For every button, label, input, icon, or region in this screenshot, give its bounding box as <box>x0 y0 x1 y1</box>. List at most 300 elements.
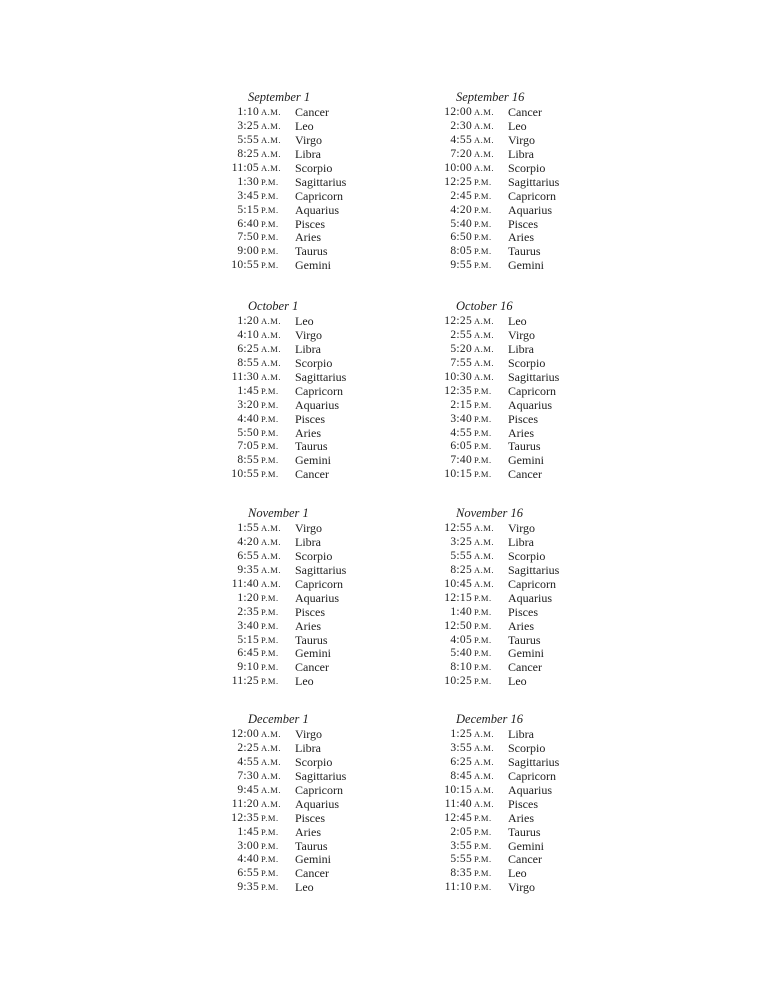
time-value: 9:35 <box>237 881 259 894</box>
time-value: 6:05 <box>450 440 472 453</box>
table-row <box>207 564 377 578</box>
table-row <box>420 162 590 176</box>
table-row <box>207 218 377 232</box>
zodiac-sign: Libra <box>295 740 321 755</box>
zodiac-sign: Aquarius <box>508 202 552 217</box>
table-row <box>420 881 590 895</box>
zodiac-sign: Libra <box>508 534 534 549</box>
zodiac-sign: Libra <box>295 146 321 161</box>
time-period: P.M. <box>474 441 492 452</box>
rising-times-table <box>420 299 590 482</box>
time-value: 12:25 <box>444 315 472 327</box>
time-value: 1:30 <box>237 175 259 188</box>
table-row <box>420 661 590 675</box>
zodiac-sign: Cancer <box>508 105 542 119</box>
zodiac-sign: Aries <box>295 425 321 440</box>
time-period: P.M. <box>261 676 279 687</box>
table-row <box>420 120 590 134</box>
zodiac-sign: Pisces <box>508 411 538 426</box>
rising-times-table <box>420 90 590 273</box>
zodiac-sign: Pisces <box>295 411 325 426</box>
rising-times-table <box>207 506 377 689</box>
zodiac-sign: Scorpio <box>295 548 333 563</box>
zodiac-sign: Gemini <box>295 852 331 867</box>
time-period: P.M. <box>261 232 279 243</box>
time-period: A.M. <box>474 756 494 767</box>
zodiac-sign: Gemini <box>295 258 331 273</box>
table-row <box>420 564 590 578</box>
time-value: 10:15 <box>444 468 472 481</box>
time-value: 4:10 <box>237 328 259 341</box>
time-period: P.M. <box>474 427 492 438</box>
zodiac-sign: Virgo <box>508 521 536 535</box>
zodiac-sign: Leo <box>295 674 314 689</box>
time-period: A.M. <box>474 798 494 809</box>
table-date-heading: December 1 <box>248 712 309 726</box>
table-row <box>420 798 590 812</box>
time-period: P.M. <box>474 204 492 215</box>
table-row <box>207 162 377 176</box>
time-period: P.M. <box>261 260 279 271</box>
zodiac-sign: Scorpio <box>295 355 333 370</box>
table-row <box>420 427 590 441</box>
table-row <box>207 550 377 564</box>
time-period: P.M. <box>261 606 279 617</box>
table-row <box>207 440 377 454</box>
time-value: 5:55 <box>237 133 259 146</box>
table-row <box>420 190 590 204</box>
table-row <box>207 742 377 756</box>
time-value: 12:45 <box>444 811 472 824</box>
table-row <box>207 315 377 329</box>
table-row <box>420 204 590 218</box>
zodiac-sign: Leo <box>508 674 527 689</box>
time-period: A.M. <box>261 107 281 117</box>
time-period: P.M. <box>261 469 279 480</box>
time-value: 10:55 <box>231 259 259 272</box>
zodiac-sign: Virgo <box>508 880 536 895</box>
zodiac-sign: Aquarius <box>295 590 339 605</box>
zodiac-sign: Cancer <box>295 105 329 119</box>
time-value: 10:45 <box>444 577 472 590</box>
time-value: 6:45 <box>237 647 259 660</box>
table-row <box>207 784 377 798</box>
time-value: 11:40 <box>444 797 472 810</box>
time-value: 11:25 <box>231 675 259 688</box>
table-row <box>420 853 590 867</box>
zodiac-sign: Virgo <box>295 727 323 741</box>
zodiac-sign: Taurus <box>508 439 541 454</box>
time-value: 5:40 <box>450 217 472 230</box>
zodiac-sign: Aquarius <box>508 397 552 412</box>
table-date-heading: November 16 <box>456 506 523 520</box>
zodiac-sign: Taurus <box>295 838 328 853</box>
time-period: P.M. <box>474 882 492 893</box>
table-row <box>420 218 590 232</box>
table-row <box>420 371 590 385</box>
table-row <box>420 770 590 784</box>
time-period: A.M. <box>261 770 281 781</box>
table-row <box>420 454 590 468</box>
time-value: 8:25 <box>237 147 259 160</box>
time-period: A.M. <box>261 329 281 340</box>
table-row <box>207 329 377 343</box>
table-row <box>420 259 590 273</box>
zodiac-sign: Libra <box>508 146 534 161</box>
table-row <box>420 385 590 399</box>
time-value: 7:05 <box>237 440 259 453</box>
table-row <box>207 399 377 413</box>
rising-times-table <box>207 712 377 895</box>
table-row <box>207 592 377 606</box>
time-value: 3:55 <box>450 839 472 852</box>
zodiac-sign: Taurus <box>508 632 541 647</box>
zodiac-sign: Scorpio <box>508 160 546 175</box>
time-period: A.M. <box>474 343 494 354</box>
time-value: 5:55 <box>450 853 472 866</box>
time-period: P.M. <box>474 854 492 865</box>
table-row <box>207 385 377 399</box>
time-period: A.M. <box>474 536 494 547</box>
zodiac-sign: Aries <box>508 425 534 440</box>
time-value: 8:55 <box>237 454 259 467</box>
time-value: 5:20 <box>450 342 472 355</box>
table-row <box>420 867 590 881</box>
zodiac-sign: Aries <box>508 618 534 633</box>
time-value: 8:35 <box>450 867 472 880</box>
zodiac-sign: Sagittarius <box>508 174 560 189</box>
time-value: 8:05 <box>450 245 472 258</box>
table-row <box>207 413 377 427</box>
time-period: P.M. <box>474 399 492 410</box>
time-value: 2:55 <box>450 328 472 341</box>
table-row <box>207 606 377 620</box>
time-period: P.M. <box>474 469 492 480</box>
zodiac-sign: Virgo <box>295 132 323 147</box>
zodiac-sign: Leo <box>295 880 314 895</box>
table-row <box>420 245 590 259</box>
table-row <box>207 468 377 482</box>
time-period: P.M. <box>474 592 492 603</box>
table-date-heading: September 16 <box>456 90 525 104</box>
time-value: 4:05 <box>450 633 472 646</box>
table-row <box>207 634 377 648</box>
time-value: 12:15 <box>444 591 472 604</box>
time-period: A.M. <box>474 742 494 753</box>
table-row <box>207 522 377 536</box>
table-row <box>420 536 590 550</box>
table-row <box>207 578 377 592</box>
time-value: 9:55 <box>450 259 472 272</box>
table-row <box>420 756 590 770</box>
time-value: 8:45 <box>450 769 472 782</box>
table-row <box>207 148 377 162</box>
table-row <box>207 454 377 468</box>
time-period: A.M. <box>474 148 494 159</box>
zodiac-sign: Libra <box>295 341 321 356</box>
time-period: A.M. <box>474 357 494 368</box>
time-period: P.M. <box>474 676 492 687</box>
time-value: 12:55 <box>444 522 472 534</box>
zodiac-sign: Pisces <box>295 604 325 619</box>
time-period: P.M. <box>261 190 279 201</box>
time-value: 7:55 <box>450 356 472 369</box>
zodiac-sign: Gemini <box>295 646 331 661</box>
time-period: P.M. <box>474 455 492 466</box>
time-period: P.M. <box>474 826 492 837</box>
time-period: P.M. <box>474 840 492 851</box>
zodiac-sign: Aries <box>295 824 321 839</box>
time-value: 8:55 <box>237 356 259 369</box>
table-row <box>207 536 377 550</box>
time-period: A.M. <box>261 134 281 145</box>
time-period: P.M. <box>474 218 492 229</box>
zodiac-sign: Cancer <box>295 660 329 675</box>
time-value: 4:55 <box>450 426 472 439</box>
table-date-heading: October 16 <box>456 299 513 313</box>
time-value: 7:30 <box>237 769 259 782</box>
time-period: A.M. <box>261 536 281 547</box>
time-period: A.M. <box>474 162 494 173</box>
time-period: P.M. <box>261 620 279 631</box>
table-row <box>207 357 377 371</box>
time-value: 12:00 <box>444 106 472 118</box>
table-row <box>420 329 590 343</box>
time-period: A.M. <box>261 371 281 382</box>
time-value: 11:05 <box>231 161 259 174</box>
zodiac-sign: Pisces <box>295 810 325 825</box>
zodiac-sign: Capricorn <box>508 188 556 203</box>
zodiac-sign: Scorpio <box>295 754 333 769</box>
zodiac-sign: Leo <box>295 118 314 133</box>
zodiac-sign: Leo <box>295 314 314 328</box>
time-value: 11:40 <box>231 577 259 590</box>
table-row <box>420 231 590 245</box>
zodiac-sign: Aries <box>508 230 534 245</box>
time-period: P.M. <box>474 812 492 823</box>
zodiac-sign: Pisces <box>508 604 538 619</box>
time-period: A.M. <box>261 523 281 533</box>
zodiac-sign: Scorpio <box>295 160 333 175</box>
time-value: 1:20 <box>237 315 259 327</box>
time-value: 1:10 <box>237 106 259 118</box>
time-value: 1:45 <box>237 825 259 838</box>
zodiac-sign: Pisces <box>295 216 325 231</box>
time-value: 7:50 <box>237 231 259 244</box>
time-period: P.M. <box>474 648 492 659</box>
time-value: 10:30 <box>444 370 472 383</box>
table-row <box>420 592 590 606</box>
time-period: P.M. <box>261 455 279 466</box>
table-row <box>420 784 590 798</box>
time-period: A.M. <box>261 357 281 368</box>
table-row <box>207 675 377 689</box>
time-period: P.M. <box>474 176 492 187</box>
table-row <box>420 399 590 413</box>
time-value: 4:40 <box>237 412 259 425</box>
zodiac-sign: Taurus <box>295 439 328 454</box>
time-period: P.M. <box>474 634 492 645</box>
time-value: 4:20 <box>450 203 472 216</box>
zodiac-sign: Aries <box>295 618 321 633</box>
table-row <box>207 134 377 148</box>
table-row <box>420 468 590 482</box>
time-value: 3:20 <box>237 398 259 411</box>
table-row <box>207 867 377 881</box>
time-value: 12:00 <box>231 728 259 740</box>
rising-times-table <box>420 506 590 689</box>
time-period: P.M. <box>261 662 279 673</box>
zodiac-sign: Taurus <box>508 824 541 839</box>
time-value: 1:25 <box>450 728 472 740</box>
time-period: A.M. <box>474 120 494 131</box>
time-value: 3:25 <box>450 535 472 548</box>
zodiac-sign: Taurus <box>295 632 328 647</box>
zodiac-sign: Gemini <box>295 453 331 468</box>
time-period: P.M. <box>261 868 279 879</box>
table-row <box>207 204 377 218</box>
time-period: A.M. <box>261 784 281 795</box>
time-period: A.M. <box>474 550 494 561</box>
zodiac-sign: Leo <box>508 866 527 881</box>
time-value: 3:45 <box>237 189 259 202</box>
zodiac-sign: Sagittarius <box>508 369 560 384</box>
time-value: 10:00 <box>444 161 472 174</box>
table-row <box>420 826 590 840</box>
time-value: 6:55 <box>237 549 259 562</box>
time-value: 7:40 <box>450 454 472 467</box>
table-row <box>207 620 377 634</box>
table-row <box>420 647 590 661</box>
time-period: P.M. <box>474 232 492 243</box>
time-value: 5:15 <box>237 633 259 646</box>
zodiac-sign: Capricorn <box>295 383 343 398</box>
time-period: P.M. <box>261 399 279 410</box>
time-value: 2:30 <box>450 119 472 132</box>
table-date-heading: November 1 <box>248 506 309 520</box>
table-date-heading: September 1 <box>248 90 311 104</box>
time-period: P.M. <box>261 385 279 396</box>
time-period: P.M. <box>261 441 279 452</box>
zodiac-sign: Cancer <box>508 660 542 675</box>
time-value: 4:20 <box>237 535 259 548</box>
time-period: A.M. <box>474 316 494 326</box>
time-value: 11:30 <box>231 370 259 383</box>
time-value: 6:25 <box>237 342 259 355</box>
table-row <box>420 634 590 648</box>
time-period: P.M. <box>474 385 492 396</box>
table-row <box>207 812 377 826</box>
zodiac-sign: Gemini <box>508 838 544 853</box>
time-period: P.M. <box>474 662 492 673</box>
time-value: 5:55 <box>450 549 472 562</box>
table-row <box>207 756 377 770</box>
zodiac-sign: Capricorn <box>508 383 556 398</box>
time-value: 6:55 <box>237 867 259 880</box>
table-row <box>420 134 590 148</box>
time-value: 12:35 <box>231 811 259 824</box>
time-value: 1:55 <box>237 522 259 534</box>
time-period: A.M. <box>474 784 494 795</box>
table-row <box>420 728 590 742</box>
table-row <box>207 190 377 204</box>
time-period: A.M. <box>261 120 281 131</box>
zodiac-sign: Aquarius <box>295 397 339 412</box>
table-row <box>207 661 377 675</box>
time-period: A.M. <box>261 729 281 739</box>
time-value: 5:50 <box>237 426 259 439</box>
zodiac-sign: Pisces <box>508 216 538 231</box>
time-period: A.M. <box>474 371 494 382</box>
time-period: A.M. <box>474 523 494 533</box>
table-row <box>420 315 590 329</box>
time-period: A.M. <box>261 550 281 561</box>
table-row <box>420 606 590 620</box>
time-period: P.M. <box>261 648 279 659</box>
time-period: P.M. <box>261 826 279 837</box>
time-value: 10:55 <box>231 468 259 481</box>
table-row <box>207 798 377 812</box>
time-value: 12:35 <box>444 384 472 397</box>
time-value: 3:40 <box>450 412 472 425</box>
zodiac-sign: Scorpio <box>508 355 546 370</box>
time-period: A.M. <box>474 564 494 575</box>
time-value: 2:25 <box>237 741 259 754</box>
time-value: 1:45 <box>237 384 259 397</box>
zodiac-sign: Capricorn <box>295 782 343 797</box>
time-value: 2:35 <box>237 605 259 618</box>
time-value: 10:25 <box>444 675 472 688</box>
time-value: 2:45 <box>450 189 472 202</box>
time-period: P.M. <box>261 176 279 187</box>
time-period: P.M. <box>261 246 279 257</box>
time-period: P.M. <box>261 854 279 865</box>
time-value: 1:40 <box>450 605 472 618</box>
zodiac-sign: Aquarius <box>508 782 552 797</box>
time-value: 5:15 <box>237 203 259 216</box>
time-period: A.M. <box>261 798 281 809</box>
zodiac-sign: Sagittarius <box>295 768 347 783</box>
time-period: P.M. <box>261 882 279 893</box>
time-period: A.M. <box>261 756 281 767</box>
table-row <box>207 120 377 134</box>
time-period: A.M. <box>261 564 281 575</box>
time-period: A.M. <box>474 134 494 145</box>
table-row <box>420 742 590 756</box>
time-value: 2:05 <box>450 825 472 838</box>
zodiac-sign: Libra <box>508 341 534 356</box>
time-period: P.M. <box>474 260 492 271</box>
time-period: P.M. <box>474 190 492 201</box>
table-row <box>207 853 377 867</box>
table-row <box>207 826 377 840</box>
zodiac-sign: Capricorn <box>508 576 556 591</box>
table-row <box>420 357 590 371</box>
time-value: 4:40 <box>237 853 259 866</box>
time-period: P.M. <box>261 592 279 603</box>
rising-times-table <box>207 90 377 273</box>
zodiac-sign: Libra <box>295 534 321 549</box>
time-period: A.M. <box>474 107 494 117</box>
time-value: 2:15 <box>450 398 472 411</box>
time-period: P.M. <box>474 606 492 617</box>
zodiac-sign: Aquarius <box>508 590 552 605</box>
time-value: 3:55 <box>450 741 472 754</box>
time-period: P.M. <box>261 413 279 424</box>
time-value: 9:10 <box>237 661 259 674</box>
zodiac-sign: Aries <box>508 810 534 825</box>
time-value: 8:10 <box>450 661 472 674</box>
